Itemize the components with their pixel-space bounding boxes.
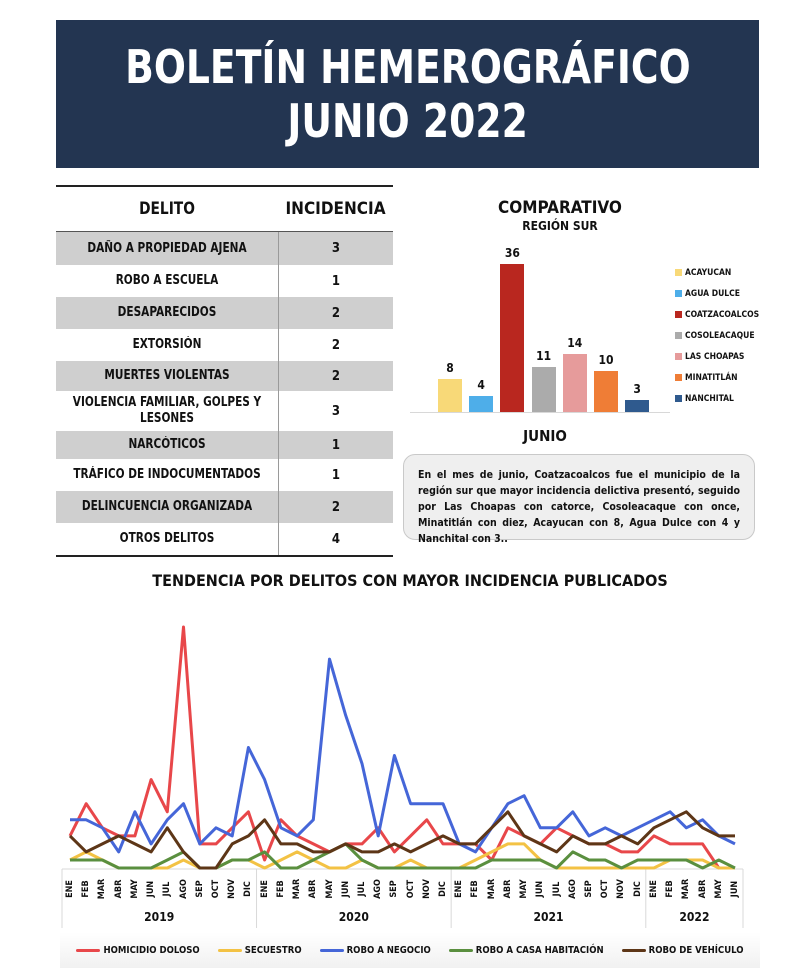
month-tick-label: FEB (470, 880, 481, 898)
trend-chart-legend (60, 932, 760, 968)
cell-incidencia: 1 (278, 431, 393, 459)
cell-incidencia: 1 (278, 459, 393, 491)
year-label: 2020 (338, 910, 369, 924)
cell-incidencia: 2 (278, 361, 393, 391)
month-tick-label: JUL (551, 881, 562, 897)
series-line-2 (70, 659, 735, 852)
month-tick-label: MAY (129, 879, 140, 899)
cell-delito: DESAPARECIDOS (117, 305, 217, 320)
bar-chart-subtitle: REGIÓN SUR (522, 219, 598, 233)
legend-label: SECUESTRO (244, 944, 302, 956)
month-tick-label: ENE (648, 880, 659, 898)
cell-delito: DELINCUENCIA ORGANIZADA (81, 499, 253, 514)
month-tick-label: JUL (356, 881, 367, 897)
month-tick-label: FEB (665, 880, 676, 898)
legend-label: ROBO A NEGOCIO (346, 944, 431, 956)
month-tick-label: SEP (584, 880, 595, 898)
month-tick-label: NOV (421, 879, 432, 899)
legend-label: LAS CHOAPAS (685, 351, 745, 362)
cell-incidencia: 3 (278, 391, 393, 431)
legend-label: HOMICIDIO DOLOSO (103, 944, 200, 956)
month-tick-label: ENE (65, 880, 75, 898)
month-tick-label: JUN (535, 880, 546, 898)
legend-label: MINATITLÁN (685, 372, 738, 383)
legend-line-swatch (218, 949, 242, 952)
bar-value-label: 8 (446, 361, 454, 376)
month-tick-label: MAR (681, 878, 692, 900)
month-tick-label: ENE (454, 880, 465, 898)
month-tick-label: MAR (97, 878, 108, 900)
month-tick-label: MAY (713, 879, 724, 899)
legend-label: ACAYUCAN (685, 267, 732, 278)
legend-item (449, 945, 604, 956)
cell-incidencia: 2 (278, 329, 393, 361)
cell-delito: EXTORSIÓN (132, 337, 202, 352)
col-delito: DELITO (139, 199, 195, 219)
month-tick-label: JUL (162, 881, 173, 897)
month-tick-label: JUN (340, 880, 351, 898)
month-tick-label: NOV (227, 879, 238, 899)
cell-incidencia: 3 (278, 232, 393, 265)
bar-value-label: 10 (598, 352, 614, 367)
cell-delito: NARCÓTICOS (128, 437, 206, 452)
month-tick-label: OCT (405, 879, 416, 899)
legend-line-swatch (449, 949, 473, 952)
year-label: 2022 (679, 910, 710, 924)
month-tick-label: OCT (210, 879, 221, 899)
month-tick-label: ABR (113, 879, 124, 899)
legend-item (622, 945, 744, 956)
month-tick-label: AGO (178, 879, 189, 899)
legend-label: NANCHITAL (685, 393, 734, 404)
legend-label: COATZACOALCOS (685, 309, 760, 320)
trend-chart-title: TENDENCIA POR DELITOS CON MAYOR INCIDENCIA PUBLICADOS (152, 571, 668, 590)
year-label: 2021 (533, 910, 564, 924)
bar-value-label: 11 (536, 348, 552, 363)
header-date: JUNIO 2022 (287, 94, 528, 148)
cell-incidencia: 1 (278, 265, 393, 297)
month-tick-label: JUN (146, 880, 157, 898)
legend-line-swatch (320, 949, 344, 952)
month-tick-label: FEB (275, 880, 286, 898)
legend-line-swatch (76, 949, 100, 952)
bar-value-label: 14 (567, 336, 583, 351)
month-tick-label: MAR (292, 878, 303, 900)
month-tick-label: AGO (567, 879, 578, 899)
month-tick-label: ABR (502, 879, 513, 899)
bar-value-label: 4 (477, 377, 485, 392)
legend-label: COSOLEACAQUE (685, 330, 755, 341)
col-incidencia: INCIDENCIA (285, 199, 386, 219)
cell-delito: MUERTES VIOLENTAS (104, 368, 230, 383)
cell-delito: OTROS DELITOS (119, 531, 215, 546)
month-tick-label: SEP (389, 880, 400, 898)
month-tick-label: DIC (243, 881, 254, 897)
cell-delito: TRÁFICO DE INDOCUMENTADOS (73, 467, 261, 482)
month-tick-label: OCT (600, 879, 611, 899)
bar-value-label: 3 (633, 381, 641, 396)
bar-chart-xlabel: JUNIO (523, 427, 567, 445)
month-tick-label: ENE (259, 880, 270, 898)
month-tick-label: NOV (616, 879, 627, 899)
month-tick-label: DIC (632, 881, 643, 897)
cell-delito: ROBO A ESCUELA (115, 273, 219, 288)
cell-delito: VIOLENCIA FAMILIAR, GOLPES Y LESONES (72, 395, 262, 426)
month-tick-label: FEB (81, 880, 92, 898)
cell-incidencia: 2 (278, 491, 393, 523)
month-tick-label: DIC (438, 881, 449, 897)
header-title: BOLETÍN HEMEROGRÁFICO (124, 40, 691, 94)
month-tick-label: SEP (194, 880, 205, 898)
cell-delito: DAÑO A PROPIEDAD AJENA (87, 240, 247, 256)
bar-value-label: 36 (504, 246, 520, 260)
legend-line-swatch (622, 949, 646, 952)
cell-incidencia: 2 (278, 297, 393, 329)
bar-chart-title: COMPARATIVO (498, 198, 622, 218)
legend-label: AGUA DULCE (685, 288, 740, 299)
legend-label: ROBO DE VEHÍCULO (648, 944, 744, 956)
legend-item (320, 945, 431, 956)
month-tick-label: ABR (308, 879, 319, 899)
month-tick-label: MAR (486, 878, 497, 900)
month-tick-label: ABR (697, 879, 708, 899)
month-tick-label: JUN (730, 880, 740, 898)
summary-text: En el mes de junio, Coatzacoalcos fue el municipio de la región sur que mayor incidencia delictiva presentó, seguido por Las Choapas con catorce, Cosoleacaque con once, Minatitlán con diez, Acayucan con 8, Agua Dulce con 4 y Nanchital con 3.. (418, 469, 740, 545)
legend-item (218, 945, 302, 956)
month-tick-label: MAY (519, 879, 530, 899)
month-tick-label: AGO (373, 879, 384, 899)
month-tick-label: MAY (324, 879, 335, 899)
legend-label: ROBO A CASA HABITACIÓN (475, 944, 604, 956)
cell-incidencia: 4 (278, 523, 393, 555)
year-label: 2019 (144, 910, 175, 924)
legend-item (76, 945, 199, 956)
